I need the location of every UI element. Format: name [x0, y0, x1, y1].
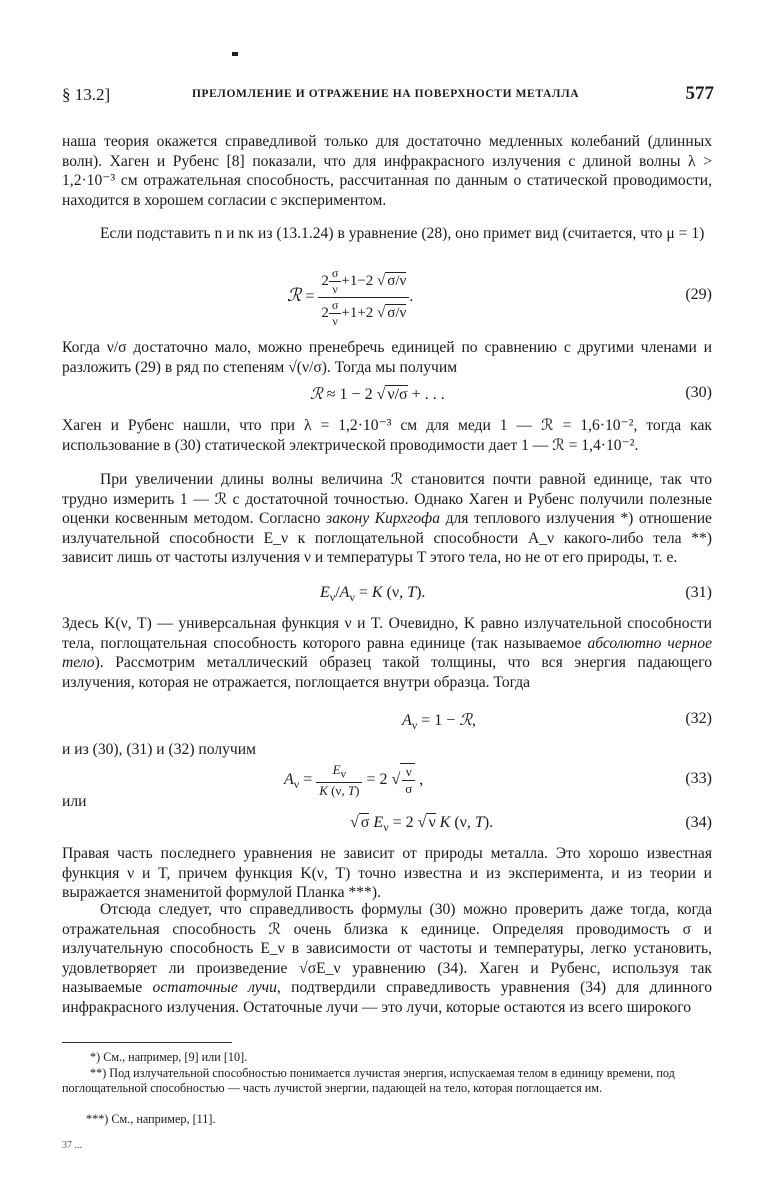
footnote-rule [62, 1042, 232, 1043]
blackbody-term: абсолютно черное тело [62, 634, 712, 672]
page-number: 577 [685, 83, 714, 104]
paragraph-7: и из (30), (31) и (32) получим [62, 741, 256, 758]
paragraph-5: При увеличении длины волны величина ℛ становится почти равной единице, так что трудно измерить 1 — ℛ с достаточной точностью. Однако Хаген и Рубенс получили полезные оценки косвенным методом. Согласно закону Кирхгофа для теплового излучения *) отношение излучательной способности E_ν к поглощательной способности A_ν какого-либо тела **) зависит лишь от частоты излучения ν и температуры T этого тела, но не от его природы, т. е. [62, 471, 712, 567]
print-mark [232, 52, 238, 56]
running-header [62, 85, 714, 107]
equation-30-number: (30) [685, 384, 712, 401]
equation-32-number: (32) [685, 710, 712, 727]
signature-mark: 37 ... [62, 1140, 82, 1148]
section-number: § 13.2] [62, 85, 111, 104]
equation-29: ℛ = 2 $\frac{\sigma}{\nu}$ +1−2 √ σ/ν 2 $\frac{\sigma}{\nu}$ +1+2 √ σ/ν . (29) [287, 266, 712, 328]
paragraph-3: Когда ν/σ достаточно мало, можно пренебречь единицей по сравнению с другими членами и разложить (29) в ряд по степеням √(ν/σ). Тогда мы получим [62, 339, 712, 376]
equation-32: $A_\nu = 1$ − ℛ, (32) [402, 710, 712, 733]
paragraph-1: наша теория окажется справедливой только для достаточно медленных колебаний (длинных волн). Хаген и Рубенс [8] показали, что для инфракрасного излучения с длиной волны λ > 1,2·10⁻³ см отражательная способность, рассчитанная по данным о статической проводимости, находится в хорошем согласии с экспериментом. [62, 133, 712, 209]
footnote-3: ***) См., например, [11]. [86, 1112, 216, 1126]
paragraph-4: Хаген и Рубенс нашли, что при λ = 1,2·10⁻³ см для меди 1 — ℛ = 1,6·10⁻², тогда как использование в (30) статической электрической проводимости дает 1 — ℛ = 1,4·10⁻². [62, 417, 712, 454]
equation-30: ℛ ≈ 1 − 2 √ ν/σ + . . . (30) [310, 384, 712, 403]
paragraph-8: или [62, 793, 87, 810]
paragraph-10: Отсюда следует, что справедливость формулы (30) можно проверить даже тогда, когда отражательная способность ℛ очень близка к единице. Определяя проводимость σ и излучательную способность E_ν в зависимости от частоты и температуры, легко установить, удовлетворяет ли произведение √σE_ν уравнению (34). Хаген и Рубенс, используя так называемые остаточные лучи, подтвердили справедливость уравнения (34) для длинного инфракрасного излучения. Остаточные лучи — это лучи, которые остаются из всего широкого [62, 901, 712, 1016]
residual-rays-term: остаточные лучи [152, 979, 277, 997]
equation-33-number: (33) [685, 770, 712, 787]
equation-31: $E_\nu/A_\nu = K$ (ν, T). (31) [320, 584, 712, 605]
equation-31-number: (31) [685, 584, 712, 601]
paragraph-9: Правая часть последнего уравнения не зависит от природы металла. Это хорошо известная функция ν и T, причем функция K(ν, T) точно известна и из эксперимента, и из теории и выражается знаменитой формулой Планка ***). [62, 845, 712, 902]
running-title: ПРЕЛОМЛЕНИЕ И ОТРАЖЕНИЕ НА ПОВЕРХНОСТИ МЕТАЛЛА [192, 88, 580, 100]
equation-33: $A_\nu$ = $\frac{E_\nu}{K (\nu, T)}$ = 2 √ $\frac{\nu}{\sigma}$ , (33) [284, 762, 712, 798]
paragraph-2: Если подставить n и nκ из (13.1.24) в уравнение (28), оно примет вид (считается, что μ = 1) [100, 225, 705, 242]
equation-29-number: (29) [685, 286, 712, 303]
footnote-2: **) Под излучательной способностью понимается лучистая энергия, испускаемая телом в единицу времени, под поглощательной способностью — часть лучистой энергии, падающей на тело, которая поглощается им. [62, 1066, 675, 1095]
footnote-1: *) См., например, [9] или [10]. [90, 1050, 248, 1064]
kirchhoff-law: закону Кирхгофа [326, 510, 441, 528]
equation-34-number: (34) [685, 814, 712, 831]
equation-34: √ σ $E_\nu = 2$ √ ν K (ν, T). (34) [350, 814, 712, 835]
paragraph-6: Здесь K(ν, T) — универсальная функция ν и T. Очевидно, K равно излучательной способности тела, поглощательная способность которого равна единице (так называемое абсолютно черное тело). Рассмотрим металлический образец такой толщины, что вся энергия падающего излучения, которая не отражается, поглощается внутри образца. Тогда [62, 615, 712, 691]
